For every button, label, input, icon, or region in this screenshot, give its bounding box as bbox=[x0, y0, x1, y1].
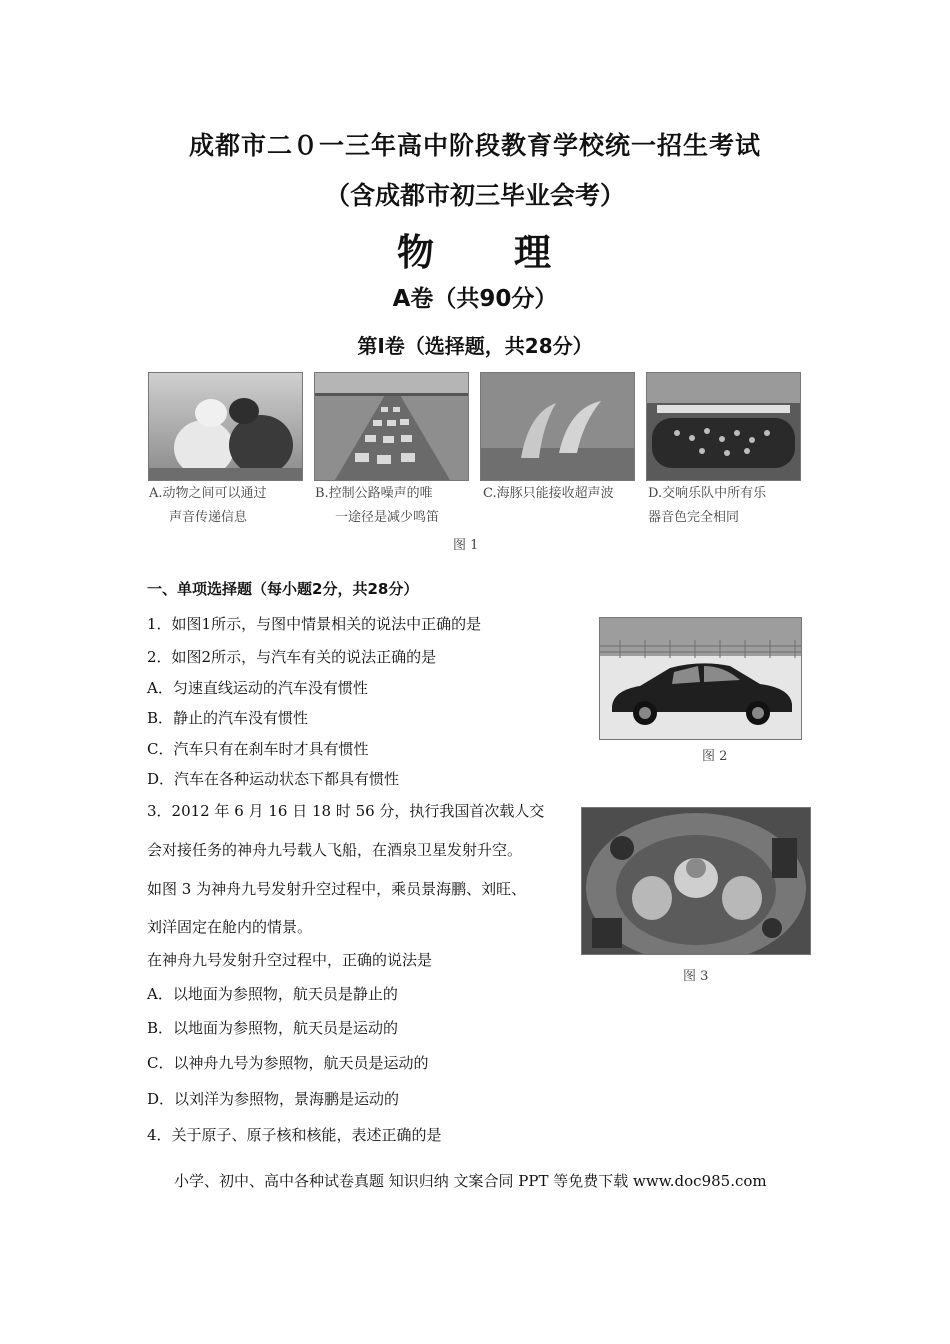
caption-a-line1: A.动物之间可以通过 bbox=[149, 486, 267, 501]
caption-a bbox=[149, 482, 309, 530]
question-2-option-b: B．静止的汽车没有惯性 bbox=[147, 709, 309, 727]
caption-c bbox=[483, 482, 643, 506]
capsule-photo bbox=[581, 807, 811, 955]
dogs-photo bbox=[148, 372, 303, 481]
car-photo bbox=[599, 617, 802, 740]
caption-a-line2: 声音传递信息 bbox=[169, 510, 248, 525]
question-3-option-c: C．以神舟九号为参照物，航天员是运动的 bbox=[147, 1054, 429, 1072]
volume-title: A卷（共90分） bbox=[392, 286, 558, 312]
exam-title: 成都市二０一三年高中阶段教育学校统一招生考试 bbox=[188, 131, 761, 160]
question-2-option-a: A．匀速直线运动的汽车没有惯性 bbox=[147, 679, 368, 697]
question-2: 2．如图2所示，与汽车有关的说法正确的是 bbox=[147, 648, 437, 666]
question-3-line5: 在神舟九号发射升空过程中，正确的说法是 bbox=[147, 951, 433, 969]
question-3-option-d: D．以刘洋为参照物，景海鹏是运动的 bbox=[147, 1090, 400, 1108]
question-1: 1．如图1所示，与图中情景相关的说法中正确的是 bbox=[147, 615, 482, 633]
traffic-photo bbox=[314, 372, 469, 481]
caption-c-line1: C.海豚只能接收超声波 bbox=[483, 486, 614, 501]
exam-subtitle: （含成都市初三毕业会考） bbox=[324, 181, 625, 210]
caption-d-line2: 器音色完全相同 bbox=[648, 510, 740, 525]
part-title: 第Ⅰ卷（选择题，共28分） bbox=[357, 334, 593, 358]
caption-b-line1: B.控制公路噪声的唯 bbox=[315, 486, 433, 501]
question-3-line3: 如图 3 为神舟九号发射升空过程中，乘员景海鹏、刘旺、 bbox=[147, 880, 527, 898]
question-2-option-c: C．汽车只有在刹车时才具有惯性 bbox=[147, 740, 369, 758]
question-3-line4: 刘洋固定在舱内的情景。 bbox=[147, 918, 313, 936]
caption-d bbox=[648, 482, 808, 530]
caption-d-line1: D.交响乐队中所有乐 bbox=[648, 486, 767, 501]
caption-b-line2: 一途径是减少鸣笛 bbox=[335, 510, 440, 525]
orchestra-photo bbox=[646, 372, 801, 481]
figure3-label: 图 3 bbox=[683, 969, 709, 984]
question-2-option-d: D．汽车在各种运动状态下都具有惯性 bbox=[147, 770, 400, 788]
question-3-line1: 3．2012 年 6 月 16 日 18 时 56 分，执行我国首次载人交 bbox=[147, 802, 545, 820]
question-3-option-a: A．以地面为参照物，航天员是静止的 bbox=[147, 985, 398, 1003]
question-3-line2: 会对接任务的神舟九号载人飞船，在酒泉卫星发射升空。 bbox=[147, 841, 523, 859]
section-title: 一、单项选择题（每小题2分，共28分） bbox=[147, 580, 419, 598]
caption-b bbox=[315, 482, 475, 530]
dolphins-photo bbox=[480, 372, 635, 481]
question-3-option-b: B．以地面为参照物，航天员是运动的 bbox=[147, 1019, 399, 1037]
subject-title: 物 理 bbox=[397, 230, 553, 274]
figure1-label: 图 1 bbox=[453, 538, 479, 553]
figure2-label: 图 2 bbox=[702, 749, 728, 764]
question-4: 4．关于原子、原子核和核能，表述正确的是 bbox=[147, 1126, 442, 1144]
footer-text: 小学、初中、高中各种试卷真题 知识归纳 文案合同 PPT 等免费下载 www.doc985.com bbox=[174, 1172, 767, 1190]
